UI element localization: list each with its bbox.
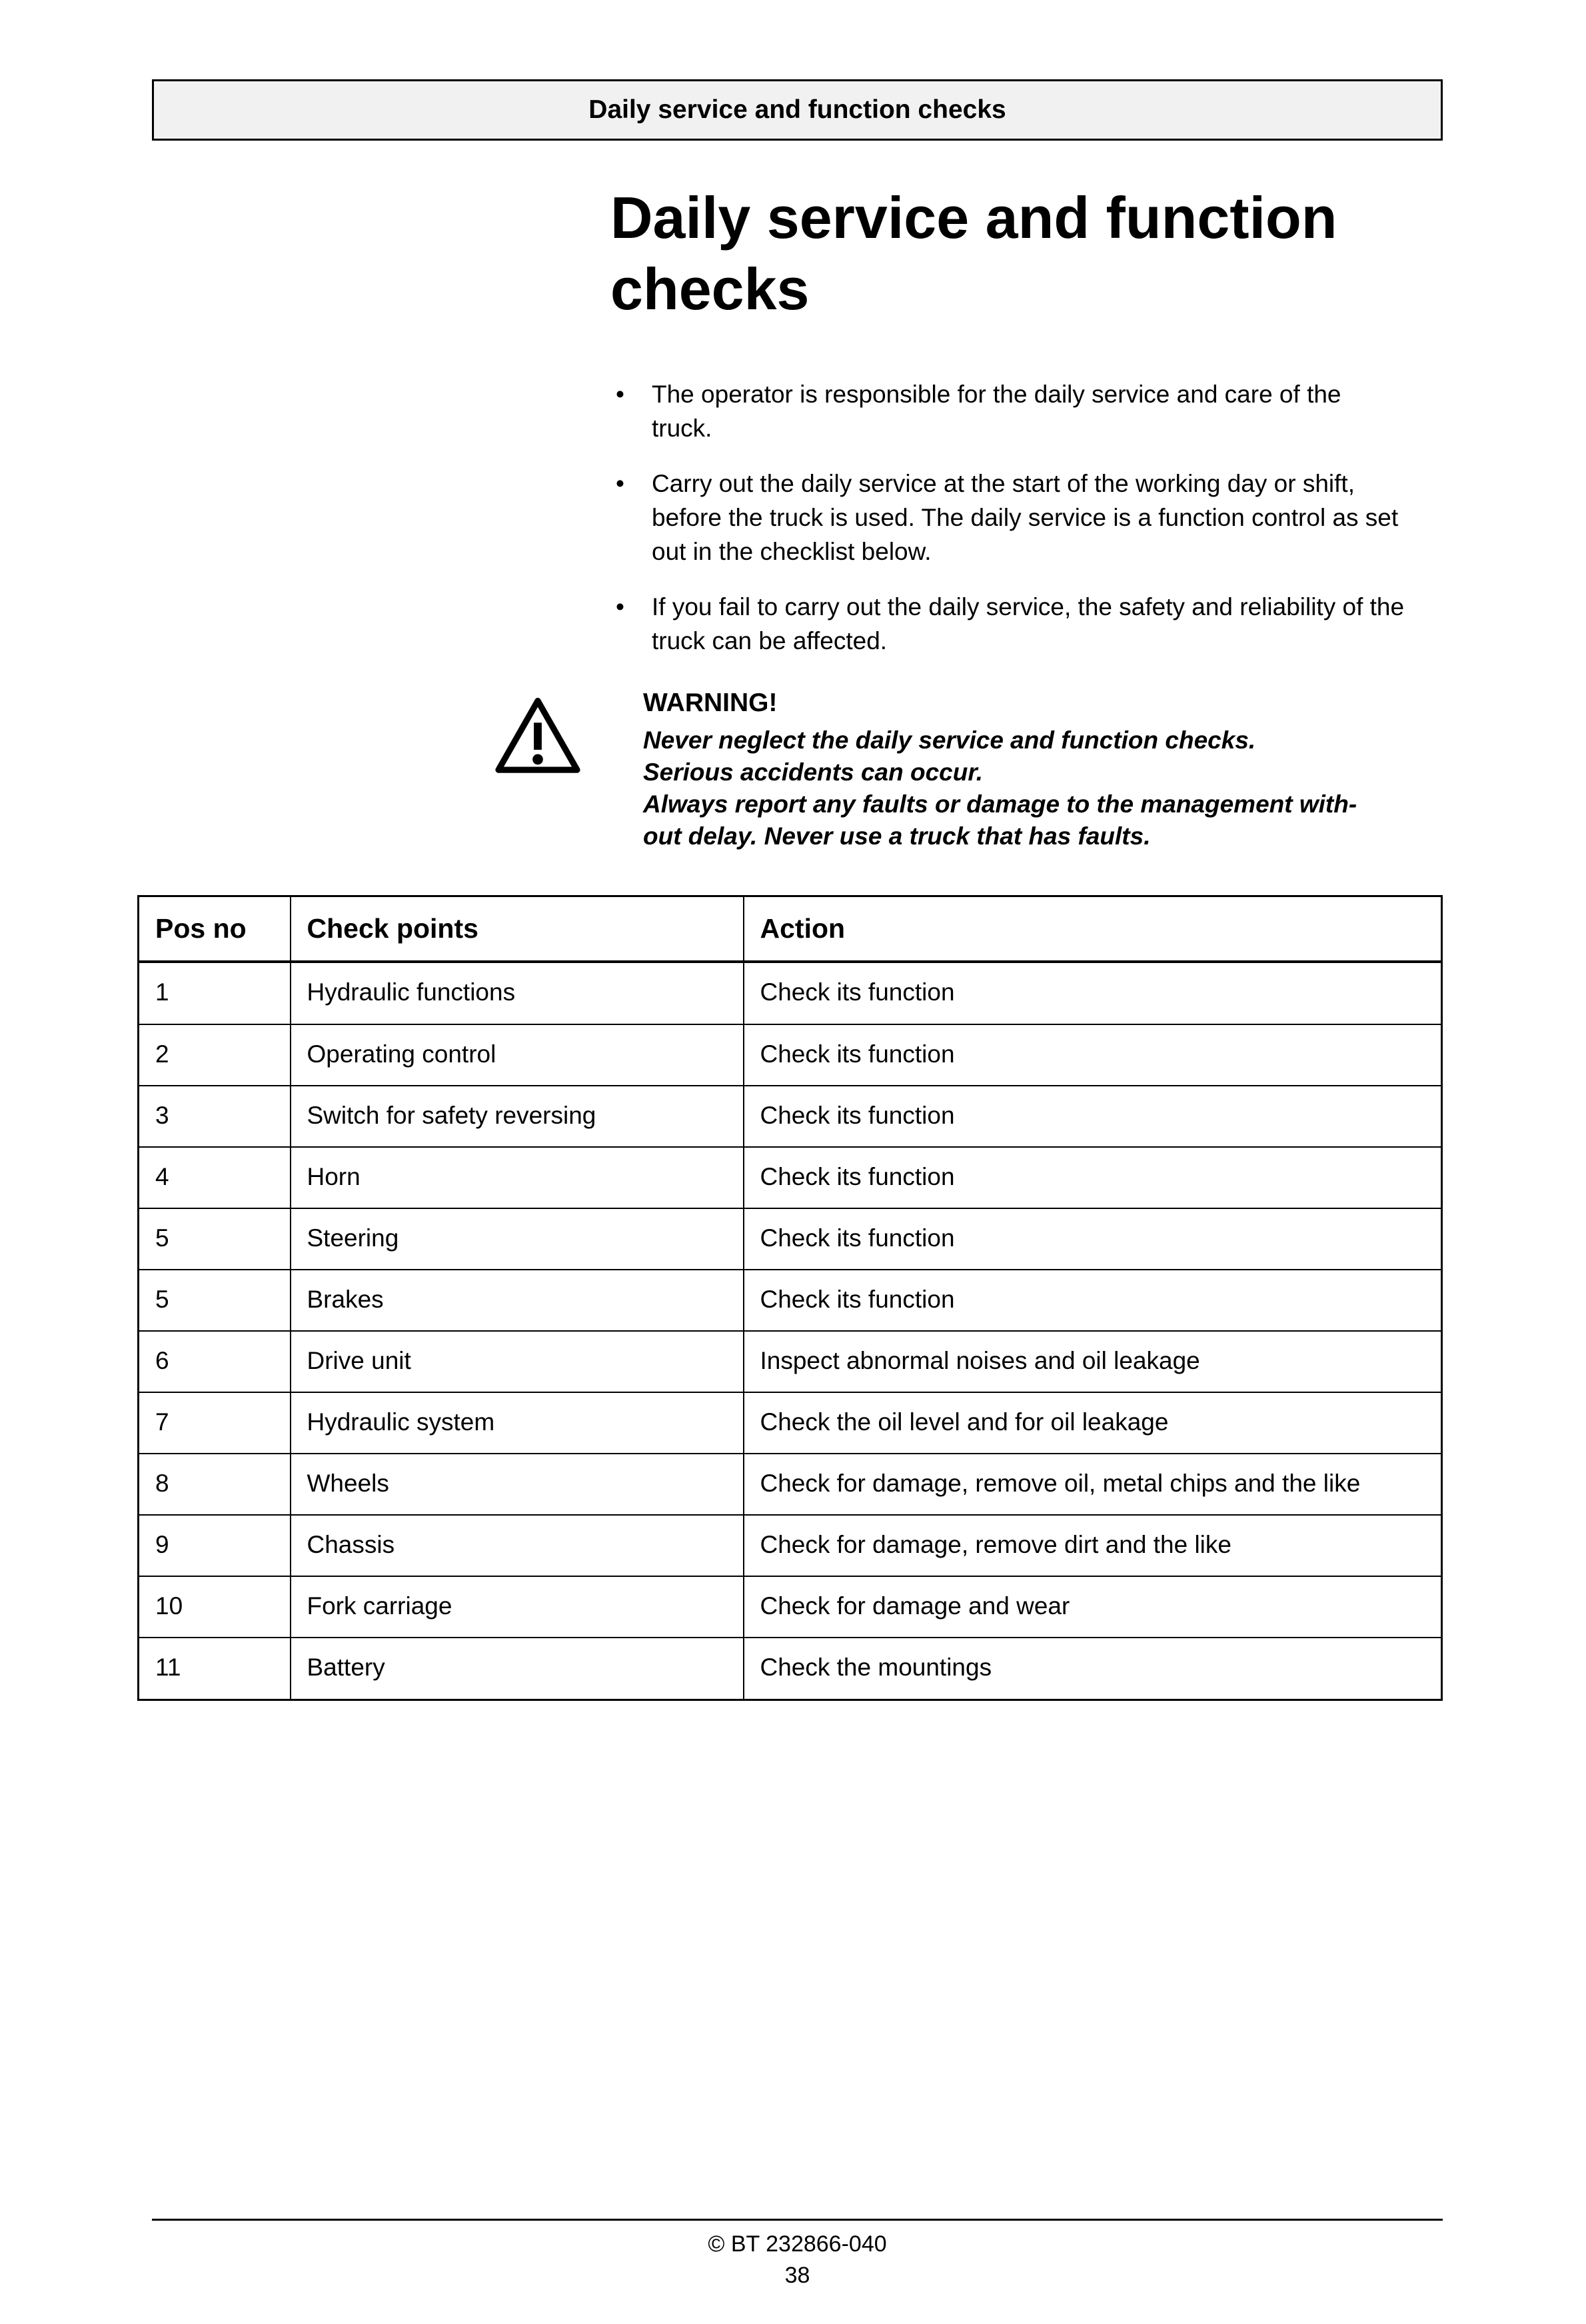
table-cell: 5: [139, 1208, 291, 1270]
table-cell: 8: [139, 1454, 291, 1515]
table-cell: Check for damage and wear: [744, 1576, 1442, 1638]
table-header-row: [139, 896, 1442, 962]
table-cell: Wheels: [291, 1454, 744, 1515]
running-header-text: Daily service and function checks: [588, 95, 1006, 124]
table-cell: Drive unit: [291, 1331, 744, 1392]
table-cell: Switch for safety reversing: [291, 1086, 744, 1147]
table-cell: Check its function: [744, 962, 1442, 1024]
document-page: [152, 79, 1443, 2288]
table-header-cell: Check points: [291, 896, 744, 962]
table-cell: Steering: [291, 1208, 744, 1270]
table-cell: Battery: [291, 1638, 744, 1700]
table-cell: Hydraulic system: [291, 1392, 744, 1454]
main-column: [610, 182, 1443, 852]
table-header-cell: Pos no: [139, 896, 291, 962]
table-cell: Fork carriage: [291, 1576, 744, 1638]
table-row: [139, 1086, 1442, 1147]
table-cell: Check for damage, remove oil, metal chips and the like: [744, 1454, 1442, 1515]
page-title: Daily service and function checks: [610, 185, 1337, 323]
table-row: [139, 1208, 1442, 1270]
table-cell: Hydraulic functions: [291, 962, 744, 1024]
warning-line: Serious accidents can occur.: [643, 758, 983, 786]
table-cell: Check the oil level and for oil leakage: [744, 1392, 1442, 1454]
warning-triangle-icon: [494, 696, 582, 775]
warning-line: Never neglect the daily service and function checks.: [643, 726, 1256, 754]
warning-block: [494, 688, 1443, 852]
table-cell: 9: [139, 1515, 291, 1576]
footer-divider: [152, 2219, 1443, 2221]
table-cell: Check its function: [744, 1270, 1442, 1331]
table-row: [139, 1270, 1442, 1331]
table-cell: Brakes: [291, 1270, 744, 1331]
table-row: [139, 1638, 1442, 1700]
table-header-cell: Action: [744, 896, 1442, 962]
table-cell: Check its function: [744, 1024, 1442, 1086]
warning-text: [643, 688, 1439, 852]
table-cell: 5: [139, 1270, 291, 1331]
table-cell: Check its function: [744, 1208, 1442, 1270]
table-cell: Check the mountings: [744, 1638, 1442, 1700]
table-row: [139, 1515, 1442, 1576]
warning-label: WARNING!: [643, 688, 778, 718]
table-row: [139, 1576, 1442, 1638]
table-row: [139, 1331, 1442, 1392]
table-cell: Check its function: [744, 1147, 1442, 1208]
warning-line: out delay. Never use a truck that has faults.: [643, 822, 1151, 850]
bullet-item: • If you fail to carry out the daily service, the safety and reliability of the truck can be affected.: [610, 590, 1407, 658]
table-cell: Horn: [291, 1147, 744, 1208]
warning-line: Always report any faults or damage to the management with-: [643, 790, 1357, 818]
table-cell: Inspect abnormal noises and oil leakage: [744, 1331, 1442, 1392]
warning-lines: [643, 724, 1439, 852]
table-row: [139, 1024, 1442, 1086]
table-row: [139, 1454, 1442, 1515]
table-cell: 11: [139, 1638, 291, 1700]
table-cell: 4: [139, 1147, 291, 1208]
table-cell: 10: [139, 1576, 291, 1638]
footer-copyright: © BT 232866-040: [708, 2231, 887, 2257]
table-cell: 3: [139, 1086, 291, 1147]
table-cell: 7: [139, 1392, 291, 1454]
table-cell: Check its function: [744, 1086, 1442, 1147]
table-cell: Chassis: [291, 1515, 744, 1576]
running-header-box: [152, 79, 1443, 141]
table-cell: Operating control: [291, 1024, 744, 1086]
daily-service-checklist-table: [137, 895, 1443, 1700]
table-cell: 2: [139, 1024, 291, 1086]
table-row: [139, 1147, 1442, 1208]
table-row: [139, 962, 1442, 1024]
table-cell: Check for damage, remove dirt and the like: [744, 1515, 1442, 1576]
page-footer: [152, 2219, 1443, 2289]
footer-page-number: 38: [784, 2263, 810, 2288]
bullet-item: • The operator is responsible for the daily service and care of the truck.: [610, 377, 1407, 445]
bullet-item: • Carry out the daily service at the start of the working day or shift, before the truck is used. The daily service is a function control as set out in the checklist below.: [610, 467, 1407, 569]
table-cell: 1: [139, 962, 291, 1024]
table-row: [139, 1392, 1442, 1454]
bullet-list: [610, 377, 1407, 658]
table-cell: 6: [139, 1331, 291, 1392]
